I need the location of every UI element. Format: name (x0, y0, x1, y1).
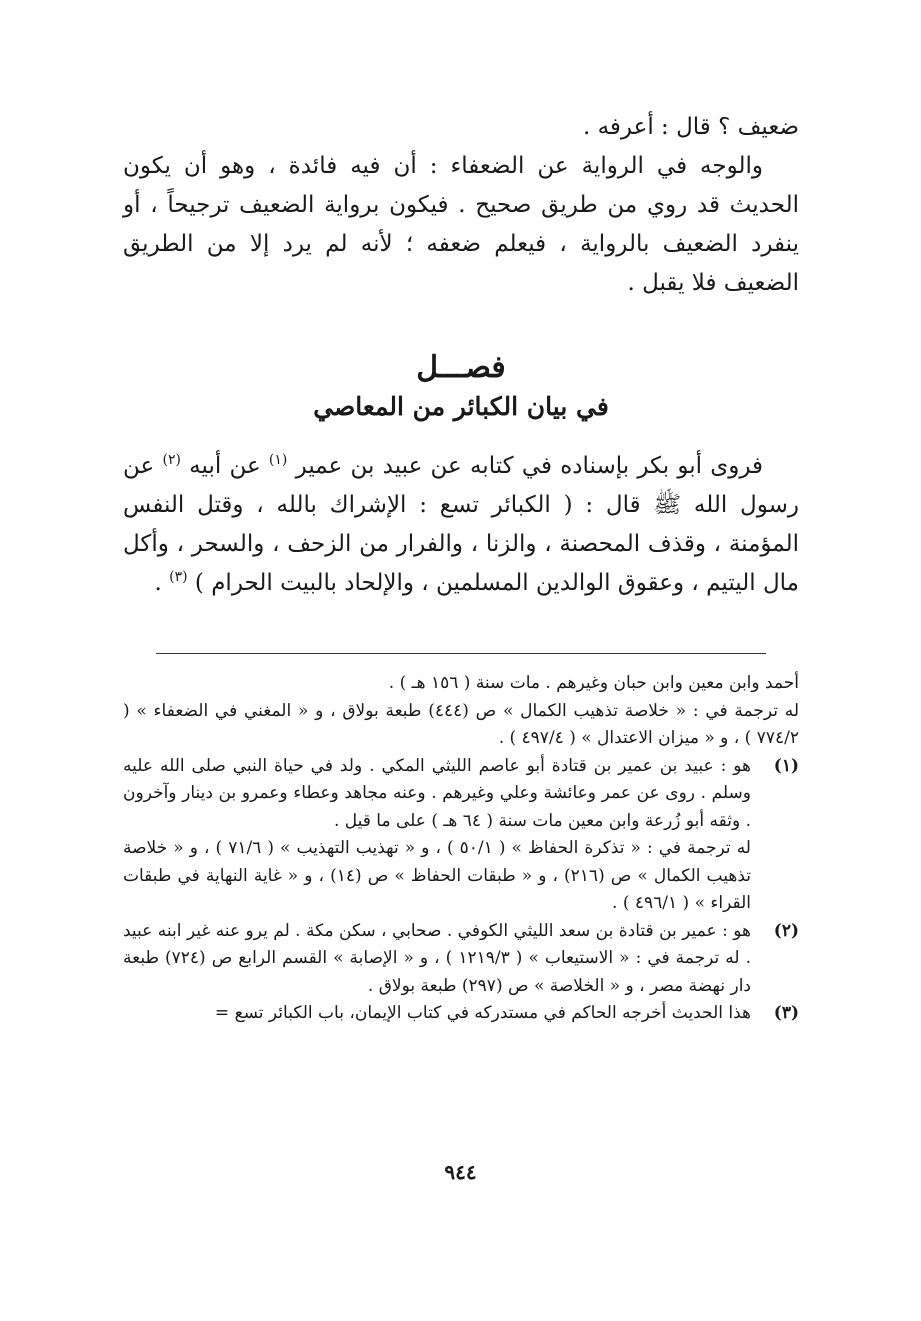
footnote-continuation-line: أحمد وابن معين وابن حبان وغيرهم . مات سنة ( ١٥٦ هـ ) . (388, 673, 799, 693)
footnote-separator (156, 653, 766, 654)
hadith-text-a: فروى أبو بكر بإسناده في كتابه عن عبيد بن عمير (295, 453, 764, 479)
paragraph-weak-narrations: والوجه في الرواية عن الضعفاء : أن فيه فائدة ، وهو أن يكون الحديث قد روي من طريق صحيح . فيكون برواية الضعيف ترجيحاً ، أو ينفرد الضعيف بالرواية ، فيعلم ضعفه ؛ لأنه لم يرد إلا من الطريق الضعيف فلا يقبل . (123, 153, 799, 296)
footnote-2 (123, 918, 799, 1001)
footnote-continuation (123, 670, 799, 753)
footnote-number: (٣) (773, 1003, 799, 1023)
footnote-number: (١) (773, 755, 799, 776)
footnote-1 (123, 753, 799, 918)
footnote-body (123, 918, 751, 1001)
footnote-3 (123, 1000, 799, 1028)
footnote-number: (٢) (773, 920, 799, 941)
footnote-ref-1: (١) (268, 452, 288, 468)
hadith-text-c: عن رسول الله ﷺ قال : ( الكبائر تسع : الإشراك بالله ، وقتل النفس المؤمنة ، وقذف المحصنة ، والزنا ، والفرار من الزحف ، والسحر ، وأكل مال اليتيم ، وعقوق الوالدين المسلمين ، والإلحاد بالبيت الحرام ) (123, 453, 799, 596)
section-heading (123, 347, 799, 425)
section-subtitle: في بيان الكبائر من المعاصي (313, 392, 609, 421)
footnote-ref-2: (٢) (162, 452, 181, 468)
main-text (123, 108, 799, 603)
paragraph-hadith (123, 447, 799, 603)
hadith-text-b: عن أبيه (189, 453, 261, 479)
footnote-paragraph: له ترجمة في : « تذكرة الحفاظ » ( ٥٠/١ ) ، و « تهذيب التهذيب » ( ٧١/٦ ) ، و « خلاصة تذهيب الكمال » ص (٢١٦) ، و « طبقات الحفاظ » ص (١٤) ، و « غاية النهاية في طبقات القراء » ( ٤٩٦/١ ) . (123, 838, 751, 913)
page-number: ٩٤٤ (444, 1160, 477, 1184)
footnote-paragraph: هو : عمير بن قتادة بن سعد الليثي الكوفي . صحابي ، سكن مكة . لم يرو عنه غير ابنه عبيد . له ترجمة في : « الاستيعاب » ( ١٢١٩/٣ ) ، و « الإصابة » القسم الرابع ص (٧٢٤) طبعة دار نهضة مصر ، و « الخلاصة » ص (٢٩٧) طبعة بولاق . (123, 920, 751, 996)
footnote-paragraph: هذا الحديث أخرجه الحاكم في مستدركه في كتاب الإيمان، باب الكبائر تسع = (214, 1003, 751, 1023)
section-title: فصـــل (416, 350, 506, 385)
hadith-text-d: . (154, 570, 162, 596)
footnote-paragraph: هو : عبيد بن عمير بن قتادة أبو عاصم الليثي المكي . ولد في حياة النبي صلى الله عليه وسلم . روى عن عمر وعائشة وعلي وغيرهم . وعنه مجاهد وعطاء وعمرو بن دينار وآخرون . وثقه أبو زُرعة وابن معين مات سنة ( ٦٤ هـ ) على ما قيل . (123, 755, 751, 831)
footnote-body (123, 1000, 751, 1028)
footnote-ref-3: (٣) (169, 569, 188, 585)
footnote-body (123, 753, 751, 918)
paragraph-continuation: ضعيف ؟ قال : أعرفه . (582, 114, 799, 140)
footnote-continuation-line: له ترجمة في : « خلاصة تذهيب الكمال » ص (٤٤٤) طبعة بولاق ، و « المغني في الضعفاء » ( ٧٧٤/٢ ) ، و « ميزان الاعتدال » ( ٤٩٧/٤ ) . (123, 700, 799, 748)
footnotes (123, 670, 799, 1028)
